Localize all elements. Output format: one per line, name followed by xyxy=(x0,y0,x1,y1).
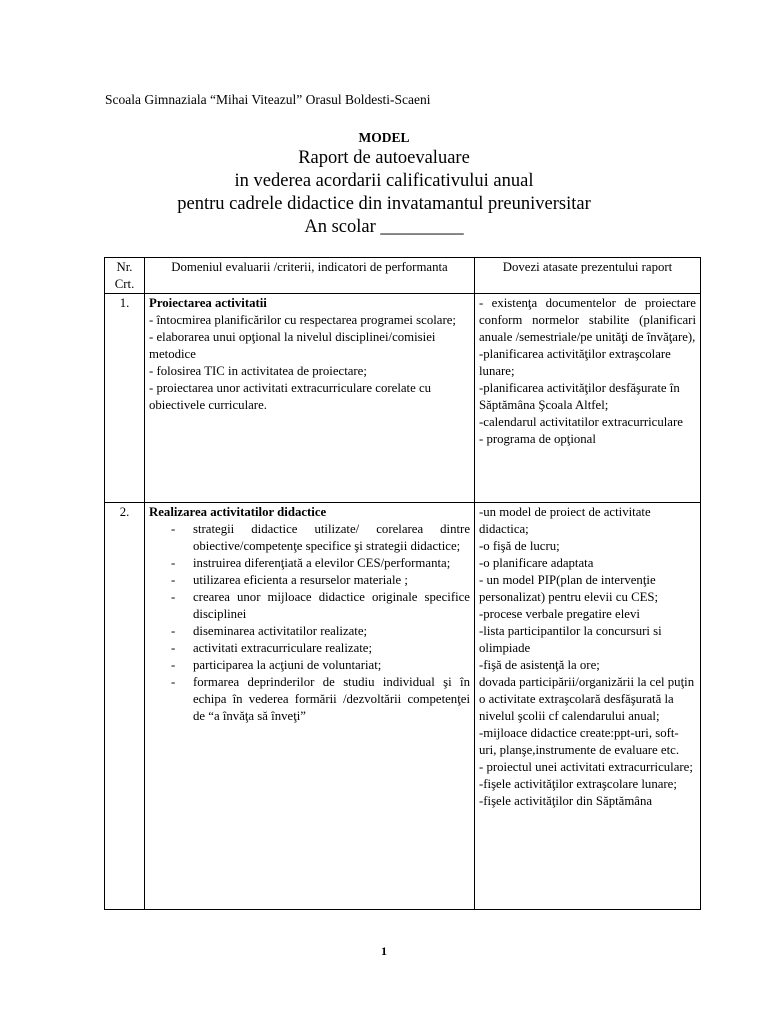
criteria-item: - întocmirea planificărilor cu respectarea programei scolare; xyxy=(149,313,456,327)
criteria-item: - elaborarea unui opţional la nivelul disciplinei/comisiei metodice xyxy=(149,330,436,361)
evidence-item: dovada participării/organizării la cel puţin o activitate extraşcolară desfăşurată la nivelul şcolii cf calendarului anual; xyxy=(479,675,695,723)
criteria-item: - strategii didactice utilizate/ corelarea dintre obiective/competenţe specifice şi strategii didactice; xyxy=(171,521,470,555)
evidence-item: - programa de opţional xyxy=(479,432,596,446)
evidence-item: -planificarea activităţilor desfăşurate în Săptămâna Şcoala Altfel; xyxy=(479,381,680,412)
evidence-item: -fişă de asistenţă la ore; xyxy=(479,658,600,672)
criteria-item: - participarea la acţiuni de voluntariat; xyxy=(171,657,470,674)
evidence-item: -o planificare adaptata xyxy=(479,556,594,570)
page-number: 1 xyxy=(381,944,387,958)
evidence-item: - un model PIP(plan de intervenţie personalizat) pentru elevii cu CES; xyxy=(479,573,659,604)
evidence-item: -calendarul activitatilor extracurriculare xyxy=(479,415,683,429)
report-title xyxy=(0,147,768,239)
title-line: pentru cadrele didactice din invatamantul preuniversitar xyxy=(177,194,591,214)
table-header-row xyxy=(105,258,701,294)
evidence-item: - existenţa documentelor de proiectare conform normelor stabilite (planificari anuale /semestriale/pe unităţi de învăţare), xyxy=(479,296,696,344)
evidence-item: -procese verbale pregatire elevi xyxy=(479,607,640,621)
evidence-cell xyxy=(475,503,701,910)
title-line: in vederea acordarii calificativului anual xyxy=(234,171,534,191)
evidence-item: -planificarea activităţilor extraşcolare lunare; xyxy=(479,347,671,378)
criteria-item: - instruirea diferenţiată a elevilor CES/performanta; xyxy=(171,555,470,572)
row-number: 1. xyxy=(105,294,145,503)
criteria-item: - formarea deprinderilor de studiu individual şi în echipa în vederea formării /dezvoltării competenţei de “a învăţa să înveţi” xyxy=(171,674,470,725)
header-domain: Domeniul evaluarii /criterii, indicatori de performanta xyxy=(145,258,475,294)
criteria-list xyxy=(149,521,470,725)
evaluation-table xyxy=(104,257,701,910)
criteria-cell xyxy=(145,503,475,910)
evidence-item: -mijloace didactice create:ppt-uri, soft-uri, planşe,instrumente de evaluare etc. xyxy=(479,726,680,757)
row-number: 2. xyxy=(105,503,145,910)
criteria-cell xyxy=(145,294,475,503)
criteria-item: - utilizarea eficienta a resurselor materiale ; xyxy=(171,572,470,589)
header-nr: Nr. Crt. xyxy=(105,258,145,294)
criteria-item: - proiectarea unor activitati extracurriculare corelate cu obiectivele curriculare. xyxy=(149,381,432,412)
model-label: MODEL xyxy=(358,130,410,145)
criteria-item: - activitati extracurriculare realizate; xyxy=(171,640,470,657)
evidence-item: -fişele activităţilor din Săptămâna xyxy=(479,794,653,808)
evidence-item: -fişele activităţilor extraşcolare lunare; xyxy=(479,777,677,791)
table-row xyxy=(105,294,701,503)
criteria-item: - crearea unor mijloace didactice originale specifice disciplinei xyxy=(171,589,470,623)
criteria-title: Proiectarea activitatii xyxy=(149,296,267,310)
criteria-item: - diseminarea activitatilor realizate; xyxy=(171,623,470,640)
evidence-item: -un model de proiect de activitate didactica; xyxy=(479,505,651,536)
evidence-item: - proiectul unei activitati extracurriculare; xyxy=(479,760,693,774)
title-line: An scolar _________ xyxy=(304,217,464,237)
header-evidence: Dovezi atasate prezentului raport xyxy=(475,258,701,294)
title-line: Raport de autoevaluare xyxy=(298,148,470,168)
school-name: Scoala Gimnaziala “Mihai Viteazul” Orasul Boldesti-Scaeni xyxy=(105,92,431,107)
evidence-item: -lista participantilor la concursuri si olimpiade xyxy=(479,624,662,655)
criteria-title: Realizarea activitatilor didactice xyxy=(149,505,327,519)
table-row xyxy=(105,503,701,910)
evidence-cell xyxy=(475,294,701,503)
criteria-item: - folosirea TIC in activitatea de proiectare; xyxy=(149,364,367,378)
evidence-item: -o fişă de lucru; xyxy=(479,539,560,553)
